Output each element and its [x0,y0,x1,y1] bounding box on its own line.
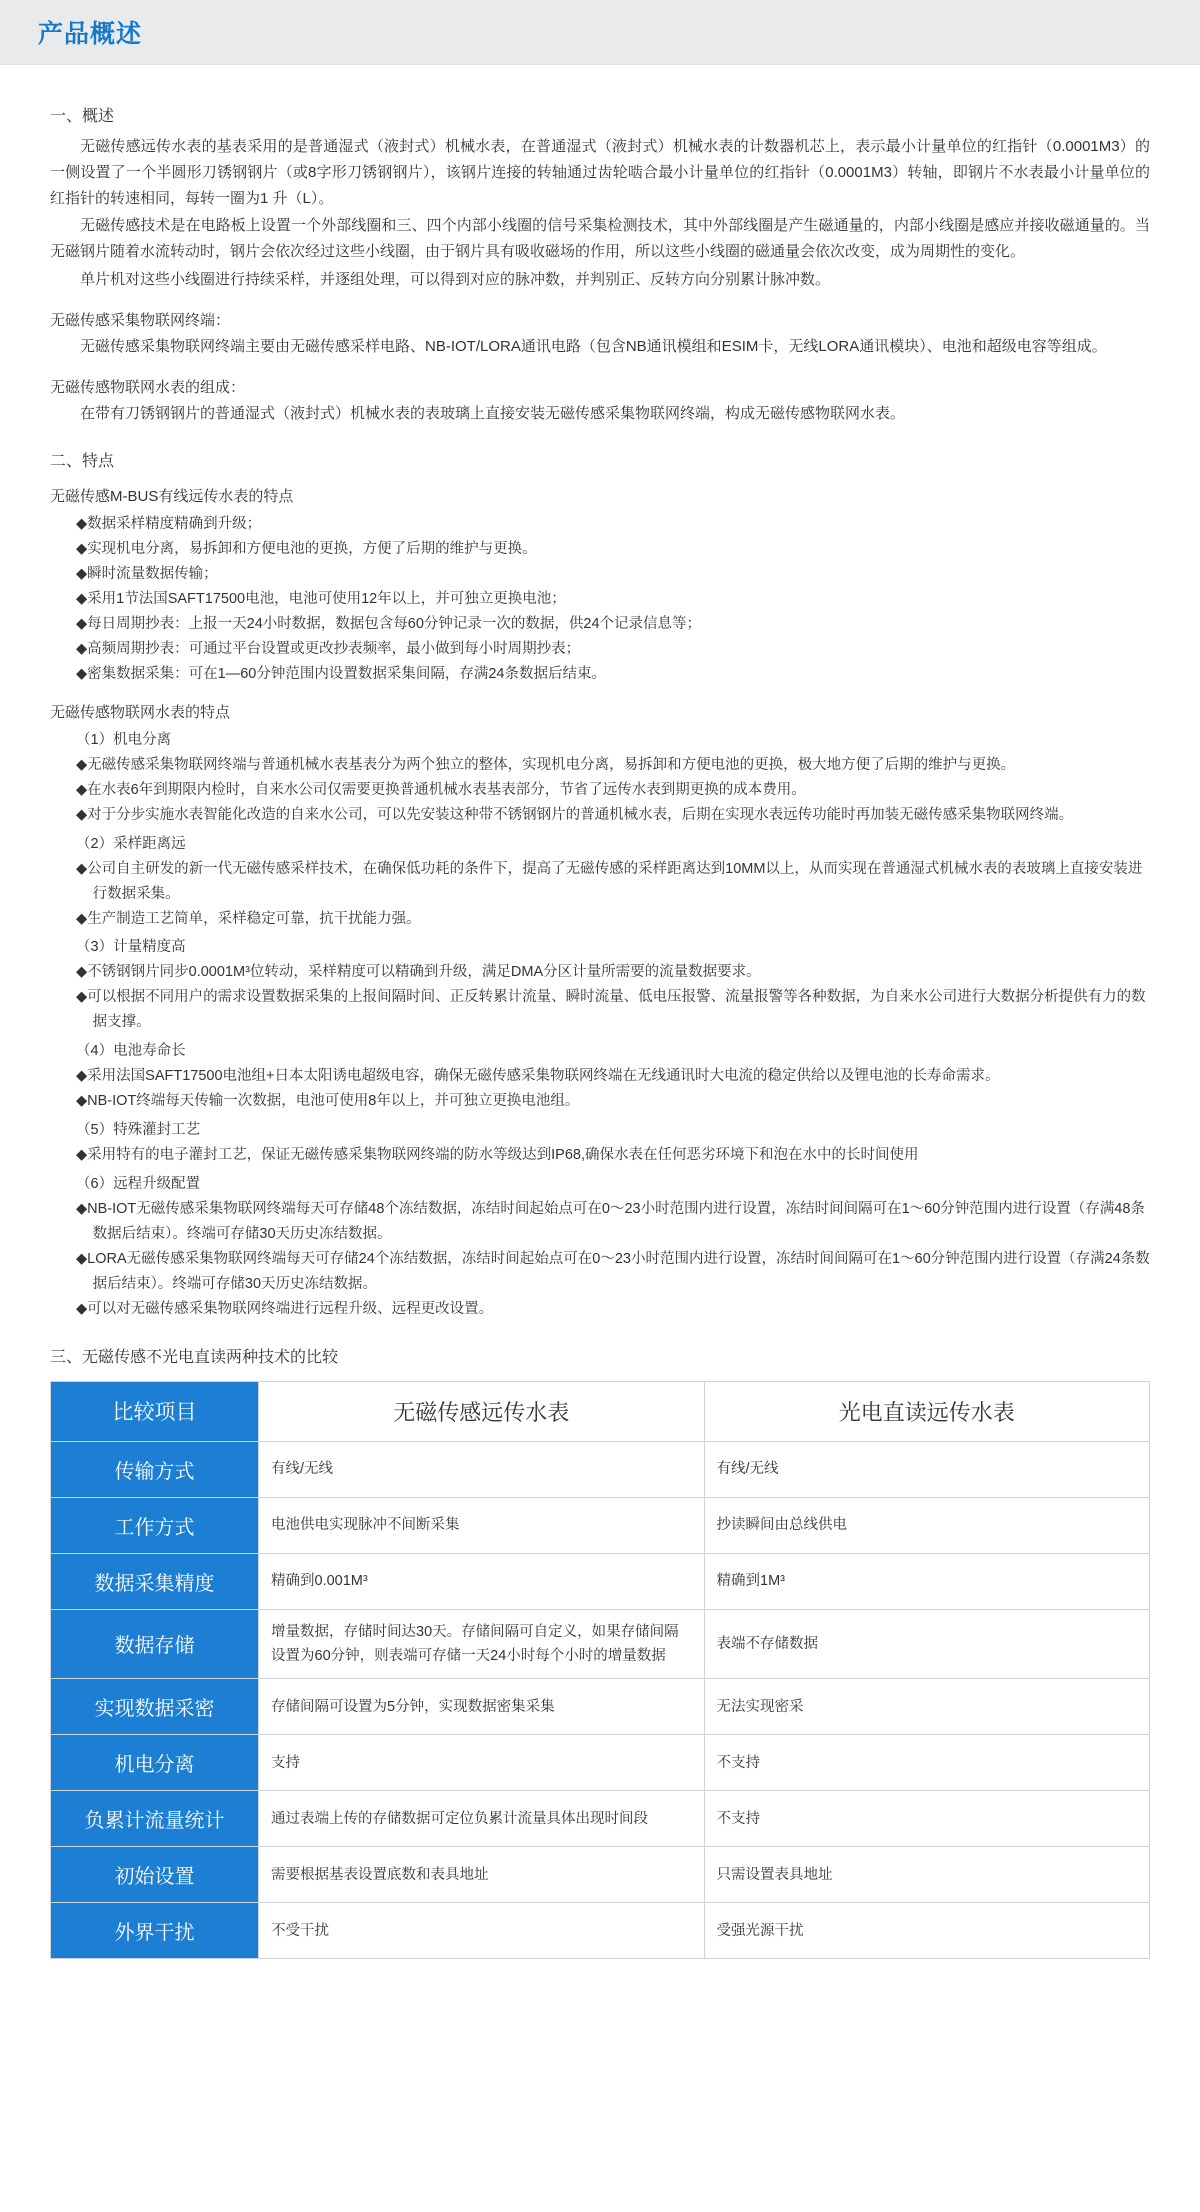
list-item: ◆对于分步实施水表智能化改造的自来水公司，可以先安装这种带不锈钢钢片的普通机械水表，后期在实现水表远传功能时再加装无磁传感采集物联网终端。 [76,806,1074,823]
feature-group-list [50,960,1150,1035]
row-value-col1: 通过表端上传的存储数据可定位负累计流量具体出现时间段 [259,1791,705,1847]
row-value-col1: 有线/无线 [259,1441,705,1497]
row-value-col1: 增量数据，存储时间达30天。存储间隔可自定义，如果存储间隔设置为60分钟，则表端可存储一天24小时每个小时的增量数据 [259,1609,705,1679]
overview-paragraph: 无磁传感技术是在电路板上设置一个外部线圈和三、四个内部小线圈的信号采集检测技术，其中外部线圈是产生磁通量的，内部小线圈是感应并接收磁通量的。当无磁钢片随着水流转动时，钢片会依次经过这些小线圈，由于钢片具有吸收磁场的作用，所以这些小线圈的磁通量会依次改变，成为周期性的变化。 [50,217,1150,261]
list-item: ◆可以根据不同用户的需求设置数据采集的上报间隔时间、正反转累计流量、瞬时流量、低电压报警、流量报警等各种数据，为自来水公司进行大数据分析提供有力的数据支撑。 [76,989,1146,1031]
feature-group-list [50,753,1150,828]
row-value-col2: 精确到1M³ [704,1553,1150,1609]
feature-group-title: （4）电池寿命长 [76,1043,186,1060]
row-value-col1: 存储间隔可设置为5分钟，实现数据密集采集 [259,1679,705,1735]
row-value-col1: 需要根据基表设置底数和表具地址 [259,1847,705,1903]
comparison-table [50,1381,1150,1960]
list-item: ◆密集数据采集：可在1—60分钟范围内设置数据采集间隔，存满24条数据后结束。 [76,666,606,682]
feature-group-title: （2）采样距离远 [76,835,186,852]
list-item: ◆LORA无磁传感采集物联网终端每天可存储24个冻结数据，冻结时间起始点可在0～23小时范围内进行设置，冻结时间间隔可在1～60分钟范围内进行设置（存满24条数据后结束）。终端可存储30天历史冻结数据。 [76,1250,1150,1292]
row-label: 初始设置 [51,1847,259,1903]
row-value-col1: 不受干扰 [259,1903,705,1959]
list-item: ◆无磁传感采集物联网终端与普通机械水表基表分为两个独立的整体，实现机电分离，易拆卸和方便电池的更换，极大地方便了后期的维护与更换。 [76,756,1016,773]
terminal-paragraph: 无磁传感采集物联网终端主要由无磁传感采样电路、NB-IOT/LORA通讯电路（包含NB通讯模组和ESIM卡，无线LORA通讯模块）、电池和超级电容等组成。 [80,337,1107,355]
feature-group-list [50,857,1150,932]
list-item: ◆采用特有的电子灌封工艺，保证无磁传感采集物联网终端的防水等级达到IP68,确保水表在任何恶劣环境下和泡在水中的长时间使用 [76,1146,919,1163]
subsection-heading-terminal: 无磁传感采集物联网终端： [50,311,231,329]
row-value-col2: 只需设置表具地址 [704,1847,1150,1903]
table-header-item: 比较项目 [51,1381,259,1441]
table-row [51,1441,1150,1497]
table-header-col2: 光电直读远传水表 [704,1381,1150,1441]
subsection-heading-composition: 无磁传感物联网水表的组成： [50,378,246,396]
table-row [51,1735,1150,1791]
row-value-col2: 受强光源干扰 [704,1903,1150,1959]
list-item: ◆生产制造工艺简单，采样稳定可靠，抗干扰能力强。 [76,910,421,927]
page-title: 产品概述 [38,20,143,48]
row-value-col1: 支持 [259,1735,705,1791]
table-row [51,1497,1150,1553]
list-item: ◆每日周期抄表：上报一天24小时数据，数据包含每60分钟记录一次的数据，供24个记录信息等； [76,616,702,633]
table-header-row [51,1381,1150,1441]
overview-paragraph: 无磁传感远传水表的基表采用的是普通湿式（液封式）机械水表，在普通湿式（液封式）机械水表的计数器机芯上，表示最小计量单位的红指针（0.0001M3）的一侧设置了一个半圆形刀锈钢钢片（或8字形刀锈钢钢片），该钢片连接的转轴通过齿轮啮合最小计量单位的红指针（0.0001M3）转轴，即钢片不水表最小计量单位的红指针的转速相同，每转一圈为1 升（L）。 [50,138,1150,207]
overview-paragraph: 单片机对这些小线圈进行持续采样，并逐组处理，可以得到对应的脉冲数，并判别正、反转方向分别累计脉冲数。 [80,270,831,288]
list-item: ◆NB-IOT无磁传感采集物联网终端每天可存储48个冻结数据，冻结时间起始点可在0～23小时范围内进行设置，冻结时间间隔可在1～60分钟范围内进行设置（存满48条数据后结束）。终端可存储30天历史冻结数据。 [76,1200,1145,1242]
section-heading-comparison: 三、无磁传感不光电直读两种技术的比较 [50,1348,339,1366]
row-label: 数据采集精度 [51,1553,259,1609]
list-item: ◆在水表6年到期限内检时，自来水公司仅需要更换普通机械水表基表部分，节省了远传水表到期更换的成本费用。 [76,781,806,798]
row-value-col2: 表端不存储数据 [704,1609,1150,1679]
table-row [51,1679,1150,1735]
list-item: ◆实现机电分离，易拆卸和方便电池的更换，方便了后期的维护与更换。 [76,541,537,558]
section-heading-features: 二、特点 [50,453,115,471]
list-item: ◆数据采样精度精确到升级； [76,516,262,533]
table-row [51,1553,1150,1609]
feature-group-title: （5）特殊灌封工艺 [76,1122,201,1138]
row-value-col2: 不支持 [704,1791,1150,1847]
table-row [51,1847,1150,1903]
row-value-col2: 有线/无线 [704,1441,1150,1497]
list-item: ◆可以对无磁传感采集物联网终端进行远程升级、远程更改设置。 [76,1300,494,1317]
row-value-col1: 精确到0.001M³ [259,1553,705,1609]
row-value-col2: 不支持 [704,1735,1150,1791]
list-item: ◆采用1节法国SAFT17500电池，电池可使用12年以上，并可独立更换电池； [76,591,566,608]
row-label: 传输方式 [51,1441,259,1497]
features-group-b-heading: 无磁传感物联网水表的特点 [50,703,231,721]
table-row [51,1791,1150,1847]
row-label: 实现数据采密 [51,1679,259,1735]
page-header-bar [0,0,1200,65]
features-group-a-heading: 无磁传感M-BUS有线远传水表的特点 [50,488,294,506]
row-label: 机电分离 [51,1735,259,1791]
row-value-col2: 无法实现密采 [704,1679,1150,1735]
feature-group-list [50,1064,1150,1114]
list-item: ◆公司自主研发的新一代无磁传感采样技术，在确保低功耗的条件下，提高了无磁传感的采样距离达到10MM以上，从而实现在普通湿式机械水表的表玻璃上直接安装进行数据采集。 [76,860,1143,902]
row-label: 数据存储 [51,1609,259,1679]
row-label: 外界干扰 [51,1903,259,1959]
table-row [51,1609,1150,1679]
document-content [0,65,1200,1999]
list-item: ◆采用法国SAFT17500电池组+日本太阳诱电超级电容，确保无磁传感采集物联网终端在无线通讯时大电流的稳定供给以及锂电池的长寿命需求。 [76,1068,1000,1085]
feature-group-list [50,1143,1150,1168]
list-item: ◆高频周期抄表：可通过平台设置或更改抄表频率，最小做到每小时周期抄表； [76,641,581,658]
list-item: ◆NB-IOT终端每天传输一次数据，电池可使用8年以上，并可独立更换电池组。 [76,1093,580,1110]
section-heading-overview: 一、概述 [50,108,115,125]
feature-group-list [50,1197,1150,1322]
feature-group-title: （1）机电分离 [76,731,172,748]
list-item: ◆不锈钢钢片同步0.0001M³位转动，采样精度可以精确到升级，满足DMA分区计量所需要的流量数据要求。 [76,964,761,981]
row-value-col2: 抄读瞬间由总线供电 [704,1497,1150,1553]
row-value-col1: 电池供电实现脉冲不间断采集 [259,1497,705,1553]
feature-group-title: （3）计量精度高 [76,939,186,956]
row-label: 工作方式 [51,1497,259,1553]
features-group-a-list [50,512,1150,687]
row-label: 负累计流量统计 [51,1791,259,1847]
table-header-col1: 无磁传感远传水表 [259,1381,705,1441]
composition-paragraph: 在带有刀锈钢钢片的普通湿式（液封式）机械水表的表玻璃上直接安装无磁传感采集物联网终端，构成无磁传感物联网水表。 [80,404,906,422]
feature-group-title: （6）远程升级配置 [76,1175,201,1192]
list-item: ◆瞬时流量数据传输； [76,566,218,583]
table-row [51,1903,1150,1959]
